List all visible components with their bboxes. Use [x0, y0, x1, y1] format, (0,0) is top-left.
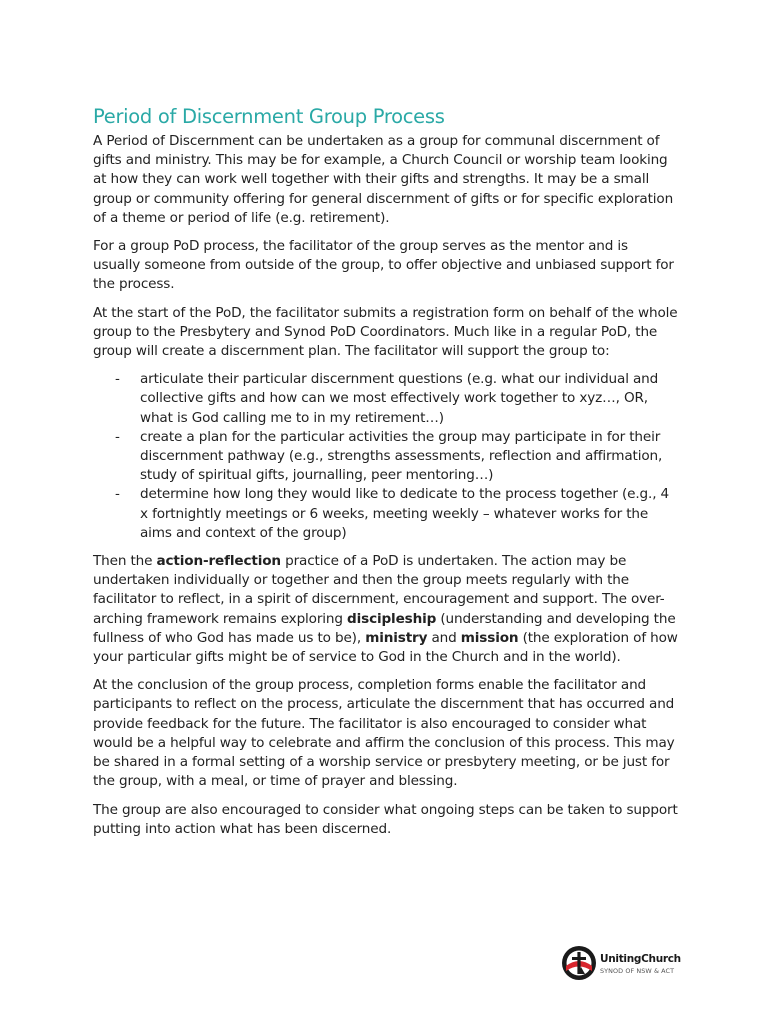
bullet-marker: - [115, 371, 120, 388]
conclusion-paragraph: At the conclusion of the group process, completion forms enable the facilitator and participants to reflect on the process, articulate the discernment that has occurred and provide feedback for the future. The facilitator is also encouraged to consider what would be a helpful way to celebrate and affirm the conclusion of this process. This may be shared in a formal setting of a worship service or presbytery meeting, or be just for the group, with a meal, or time of prayer and blessing. [93, 677, 675, 790]
text-run: (understanding and developing the fullness of who God has made us to be), [93, 610, 676, 646]
logo-sub-text: SYNOD OF NSW & ACT [600, 967, 675, 975]
logo-brand-text: UnitingChurch [600, 953, 681, 965]
document-page [93, 104, 678, 848]
list-item-text: create a plan for the particular activities the group may participate in for their discernment pathway (e.g., strengths assessments, reflection and affirmation, study of spiritual gifts, journalling, peer mentoring…) [140, 428, 663, 484]
page-title: Period of Discernment Group Process [93, 105, 445, 128]
bullet-marker: - [115, 428, 120, 445]
text-run: practice of a PoD is undertaken. The action may be undertaken individually or together and then the group meets regularly with the facilitator to reflect, in a spirit of discernment, encouragement and support. The over-arching framework remains exploring [93, 553, 665, 627]
list-item [93, 485, 678, 543]
list-item [93, 370, 678, 428]
uniting-church-emblem-icon [560, 944, 598, 982]
list-item-text: determine how long they would like to dedicate to the process together (e.g., 4 x fortnightly meetings or 6 weeks, meeting weekly – whatever works for the aims and context of the group) [140, 486, 670, 541]
intro-paragraph: A Period of Discernment can be undertaken as a group for communal discernment of gifts and ministry. This may be for example, a Church Council or worship team looking at how they can work well together with their gifts and strengths. It may be a small group or community offering for general discernment of gifts or for specific exploration of a theme or period of life (e.g. retirement). [93, 133, 674, 226]
text-run: Then the [93, 553, 157, 570]
text-run: (the exploration of how your particular gifts might be of service to God in the Church and in the world). [93, 629, 678, 666]
uniting-church-logo [560, 944, 690, 984]
bold-ministry: ministry [365, 629, 428, 646]
next-steps-paragraph: The group are also encouraged to consider what ongoing steps can be taken to support putting into action what has been discerned. [93, 801, 678, 837]
list-item [93, 428, 678, 486]
bullet-marker: - [115, 486, 120, 503]
bold-action-reflection: action-reflection [156, 553, 281, 570]
bold-discipleship: discipleship [347, 610, 437, 627]
text-run: and [427, 629, 461, 646]
support-list [93, 370, 678, 543]
bold-mission: mission [460, 629, 519, 646]
facilitator-paragraph: For a group PoD process, the facilitator of the group serves as the mentor and is usually someone from outside of the group, to offer objective and unbiased support for the process. [93, 238, 674, 293]
action-reflection-paragraph [93, 552, 678, 667]
list-item-text: articulate their particular discernment questions (e.g. what our individual and collective gifts and how can we most effectively work together to xyz…, OR, what is God calling me to in my retirement…) [140, 371, 659, 426]
registration-paragraph: At the start of the PoD, the facilitator submits a registration form on behalf of the whole group to the Presbytery and Synod PoD Coordinators. Much like in a regular PoD, the group will create a discernment plan. The facilitator will support the group to: [93, 304, 678, 360]
